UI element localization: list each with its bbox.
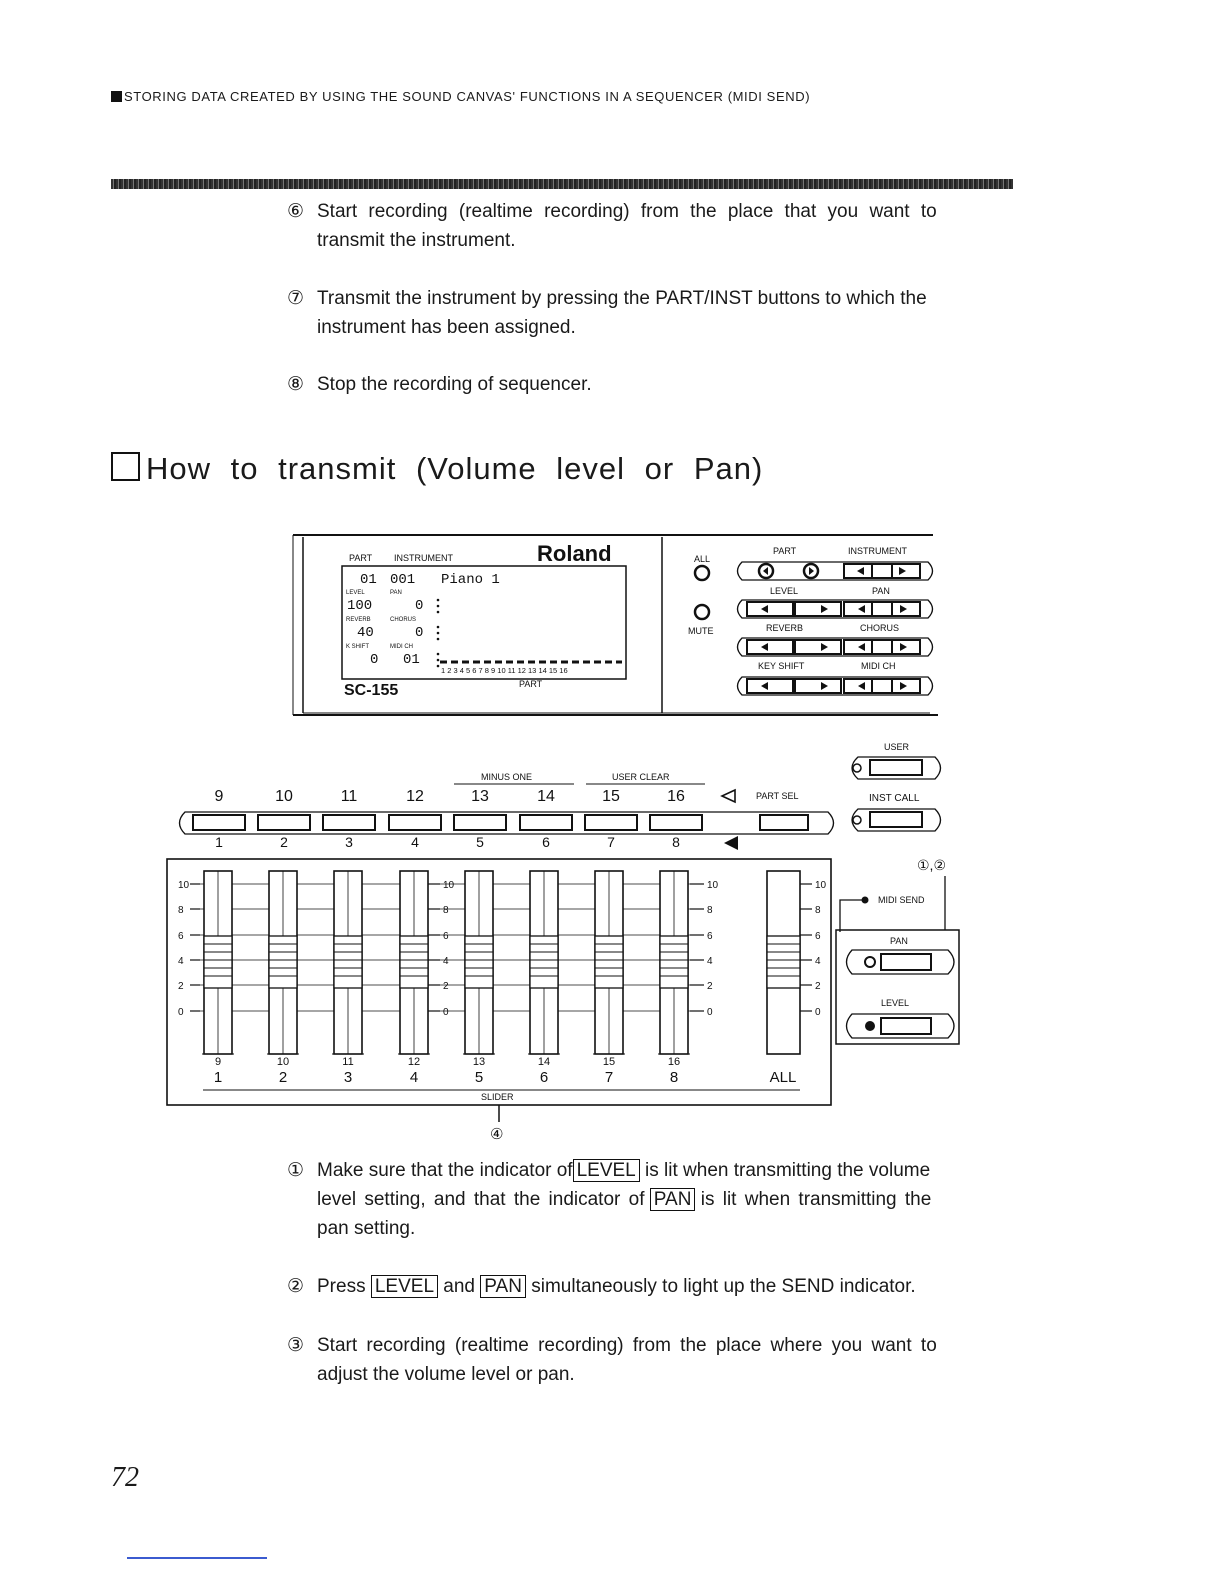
- scale-label: 0: [443, 1007, 449, 1018]
- slider-number-top: 13: [472, 1056, 486, 1068]
- svg-text:④: ④: [490, 1126, 504, 1143]
- checkbox-square-icon: [111, 452, 140, 481]
- scale-label: 6: [707, 931, 713, 942]
- scale-label: 2: [707, 981, 713, 992]
- slider-number-top: 9: [214, 1056, 222, 1068]
- part-button-6[interactable]: [520, 815, 572, 830]
- step-3: ③ Start recording (realtime recording) from the place where you want to adjust the volume level or pan.: [287, 1335, 937, 1385]
- svg-text:CHORUS: CHORUS: [390, 617, 417, 623]
- svg-text:MIDI CH: MIDI CH: [861, 661, 896, 671]
- right-arrow-icon: [900, 682, 907, 690]
- scale-label: 8: [178, 905, 184, 916]
- lcd-part-row: 1 2 3 4 5 6 7 8 9 10 11 12 13 14 15 16: [441, 666, 568, 675]
- slider-number-top: 16: [667, 1056, 681, 1068]
- part-number-top: 9: [214, 788, 224, 805]
- part-number-bottom: 1: [215, 834, 223, 850]
- scale-label: 4: [815, 956, 821, 967]
- slider-number-top: 14: [537, 1056, 551, 1068]
- part-number-top: 12: [406, 788, 424, 805]
- svg-text:MIDI CH: MIDI CH: [390, 644, 413, 650]
- svg-text:K SHIFT: K SHIFT: [346, 644, 370, 650]
- scale-label: 2: [815, 981, 821, 992]
- right-arrow-icon: [821, 682, 828, 690]
- step-6: ⑥ Start recording (realtime recording) from the place that you want to transmit the instrument.: [287, 201, 937, 251]
- slider-number-bottom: 8: [669, 1069, 679, 1086]
- footer-rule: [127, 1557, 267, 1559]
- left-arrow-icon: [858, 605, 865, 613]
- slider-number-bottom: 1: [213, 1069, 223, 1086]
- arrow-button[interactable]: [747, 602, 795, 616]
- svg-text:40: 40: [357, 625, 374, 641]
- svg-text:KEY SHIFT: KEY SHIFT: [758, 661, 805, 671]
- part-button-4[interactable]: [389, 815, 441, 830]
- part-number-top: 13: [471, 788, 489, 805]
- svg-text:LEVEL: LEVEL: [346, 590, 365, 596]
- svg-text:MINUS ONE: MINUS ONE: [481, 772, 533, 782]
- slider-number-bottom: 5: [474, 1069, 484, 1086]
- part-button-3[interactable]: [323, 815, 375, 830]
- left-arrow-icon: [761, 643, 768, 651]
- part-number-top: 14: [537, 788, 555, 805]
- scale-label: 2: [178, 981, 184, 992]
- scale-label: 10: [815, 880, 827, 891]
- part-number-bottom: 2: [280, 834, 288, 850]
- arrow-button[interactable]: [844, 602, 892, 616]
- scale-label: 10: [443, 880, 455, 891]
- svg-text:100: 100: [347, 598, 373, 614]
- svg-text:CHORUS: CHORUS: [860, 623, 900, 633]
- slider-number-top: 12: [407, 1056, 421, 1068]
- step-7: ⑦ Transmit the instrument by pressing the PART/INST buttons to which the instrument has been assigned.: [287, 288, 927, 338]
- right-arrow-icon: [821, 605, 828, 613]
- right-arrow-icon: [900, 643, 907, 651]
- svg-text:01: 01: [360, 572, 377, 588]
- svg-text:PAN: PAN: [390, 590, 402, 596]
- lcd-instrument-label: INSTRUMENT: [394, 553, 453, 563]
- part-number-bottom: 7: [607, 834, 615, 850]
- svg-text:ALL: ALL: [694, 554, 711, 564]
- part-number-top: 11: [340, 788, 358, 805]
- svg-text:INSTRUMENT: INSTRUMENT: [848, 546, 907, 556]
- slider-number-bottom: 7: [604, 1069, 614, 1086]
- part-number-top: 16: [667, 788, 685, 805]
- part-button-1[interactable]: [193, 815, 245, 830]
- svg-text:PAN: PAN: [872, 586, 890, 596]
- lcd-part-label: PART: [349, 553, 373, 563]
- svg-text:INST CALL: INST CALL: [869, 793, 920, 804]
- user-button[interactable]: [870, 760, 922, 775]
- level-button[interactable]: [881, 1018, 931, 1034]
- part-number-bottom: 4: [411, 834, 419, 850]
- left-arrow-icon: [761, 682, 768, 690]
- sc155-panel-diagram: [0, 520, 1224, 1150]
- svg-text:LEVEL: LEVEL: [881, 998, 910, 1008]
- left-arrow-icon: [858, 682, 865, 690]
- slider-number-bottom: 2: [278, 1069, 288, 1086]
- scale-label: 10: [178, 880, 190, 891]
- model-name: SC-155: [344, 682, 399, 699]
- svg-text:PAN: PAN: [890, 936, 908, 946]
- arrow-button[interactable]: [872, 602, 920, 616]
- pan-key-label: PAN: [650, 1188, 696, 1211]
- page-number: 72: [111, 1462, 139, 1493]
- arrow-button[interactable]: [872, 679, 920, 693]
- panel-arrow-buttons[interactable]: [747, 602, 920, 693]
- bullet-square-icon: [111, 91, 122, 102]
- part-number-bottom: 6: [542, 834, 550, 850]
- part-button-8[interactable]: [650, 815, 702, 830]
- arrow-button[interactable]: [793, 679, 841, 693]
- svg-text:MIDI SEND: MIDI SEND: [878, 895, 925, 905]
- midi-send-indicator: [862, 897, 869, 904]
- brand-logo: Roland: [537, 541, 612, 566]
- scale-label: 6: [815, 931, 821, 942]
- part-number-bottom: 3: [345, 834, 353, 850]
- step-1: ① Make sure that the indicator of LEVEL is lit when transmitting the volume level setting, and that the indicator of PAN is lit when transmitting the pan setting.: [287, 1160, 932, 1239]
- lcd-dots: [437, 599, 440, 668]
- running-header: STORING DATA CREATED BY USING THE SOUND CANVAS' FUNCTIONS IN A SEQUENCER (MIDI SEND): [111, 89, 810, 104]
- scale-label: 10: [707, 880, 719, 891]
- svg-text:SLIDER: SLIDER: [481, 1092, 514, 1102]
- svg-text:REVERB: REVERB: [346, 617, 371, 623]
- pan-button[interactable]: [881, 954, 931, 970]
- scale-label: 0: [178, 1007, 184, 1018]
- part-number-bottom: 8: [672, 834, 680, 850]
- svg-text:USER CLEAR: USER CLEAR: [612, 772, 670, 782]
- slider-number-top: 10: [276, 1056, 290, 1068]
- svg-text:01: 01: [403, 652, 420, 668]
- slider-all-label: ALL: [769, 1069, 797, 1086]
- slider-panel: [167, 859, 831, 1105]
- svg-text:PART SEL: PART SEL: [756, 791, 799, 801]
- scale-label: 6: [443, 931, 449, 942]
- inst-call-button[interactable]: [870, 812, 922, 827]
- slider-number-top: 15: [602, 1056, 616, 1068]
- svg-text:PART: PART: [519, 679, 543, 689]
- slider-number-bottom: 6: [539, 1069, 549, 1086]
- scale-label: 2: [443, 981, 449, 992]
- all-button[interactable]: [695, 566, 709, 580]
- scale-label: 4: [707, 956, 713, 967]
- part-number-top: 15: [602, 788, 620, 805]
- svg-text:0: 0: [370, 652, 379, 668]
- slider-number-top: 11: [342, 1056, 354, 1068]
- arrow-button[interactable]: [844, 640, 892, 654]
- scale-label: 4: [178, 956, 184, 967]
- instrument-buttons[interactable]: [844, 564, 920, 578]
- scale-label: 8: [815, 905, 821, 916]
- scale-label: 8: [707, 905, 713, 916]
- section-divider-band: [111, 179, 1013, 189]
- mute-button[interactable]: [695, 605, 709, 619]
- step-8: ⑧ Stop the recording of sequencer.: [287, 374, 592, 395]
- part-number-bottom: 5: [476, 834, 484, 850]
- scale-label: 8: [443, 905, 449, 916]
- part-button-2[interactable]: [258, 815, 310, 830]
- svg-text:001: 001: [390, 572, 416, 588]
- svg-text:MUTE: MUTE: [688, 626, 714, 636]
- part-button-7[interactable]: [585, 815, 637, 830]
- arrow-button[interactable]: [793, 640, 841, 654]
- svg-text:REVERB: REVERB: [766, 623, 804, 633]
- section-title: How to transmit (Volume level or Pan): [111, 451, 763, 487]
- left-arrow-icon: [761, 605, 768, 613]
- svg-text:PART: PART: [773, 546, 797, 556]
- slider-number-bottom: 3: [343, 1069, 353, 1086]
- scale-label: 6: [178, 931, 184, 942]
- arrow-button[interactable]: [747, 640, 795, 654]
- svg-text:0: 0: [415, 598, 424, 614]
- step-2: ② Press LEVEL and PAN simultaneously to light up the SEND indicator.: [287, 1276, 916, 1297]
- arrow-button[interactable]: [747, 679, 795, 693]
- arrow-button[interactable]: [872, 640, 920, 654]
- right-arrow-icon: [900, 605, 907, 613]
- part-button-5[interactable]: [454, 815, 506, 830]
- slider-number-bottom: 4: [409, 1069, 419, 1086]
- level-key-label: LEVEL: [573, 1159, 640, 1182]
- scale-label: 0: [815, 1007, 821, 1018]
- svg-text:LEVEL: LEVEL: [770, 586, 799, 596]
- part-sel-button[interactable]: [760, 815, 808, 830]
- left-arrow-icon: [858, 643, 865, 651]
- svg-text:0: 0: [415, 625, 424, 641]
- svg-text:Piano 1: Piano 1: [441, 572, 500, 588]
- scale-label: 0: [707, 1007, 713, 1018]
- arrow-button[interactable]: [793, 602, 841, 616]
- arrow-button[interactable]: [844, 679, 892, 693]
- right-arrow-icon: [821, 643, 828, 651]
- svg-text:USER: USER: [884, 742, 910, 752]
- part-number-top: 10: [275, 788, 293, 805]
- scale-label: 4: [443, 956, 449, 967]
- svg-text:①,②: ①,②: [917, 857, 946, 873]
